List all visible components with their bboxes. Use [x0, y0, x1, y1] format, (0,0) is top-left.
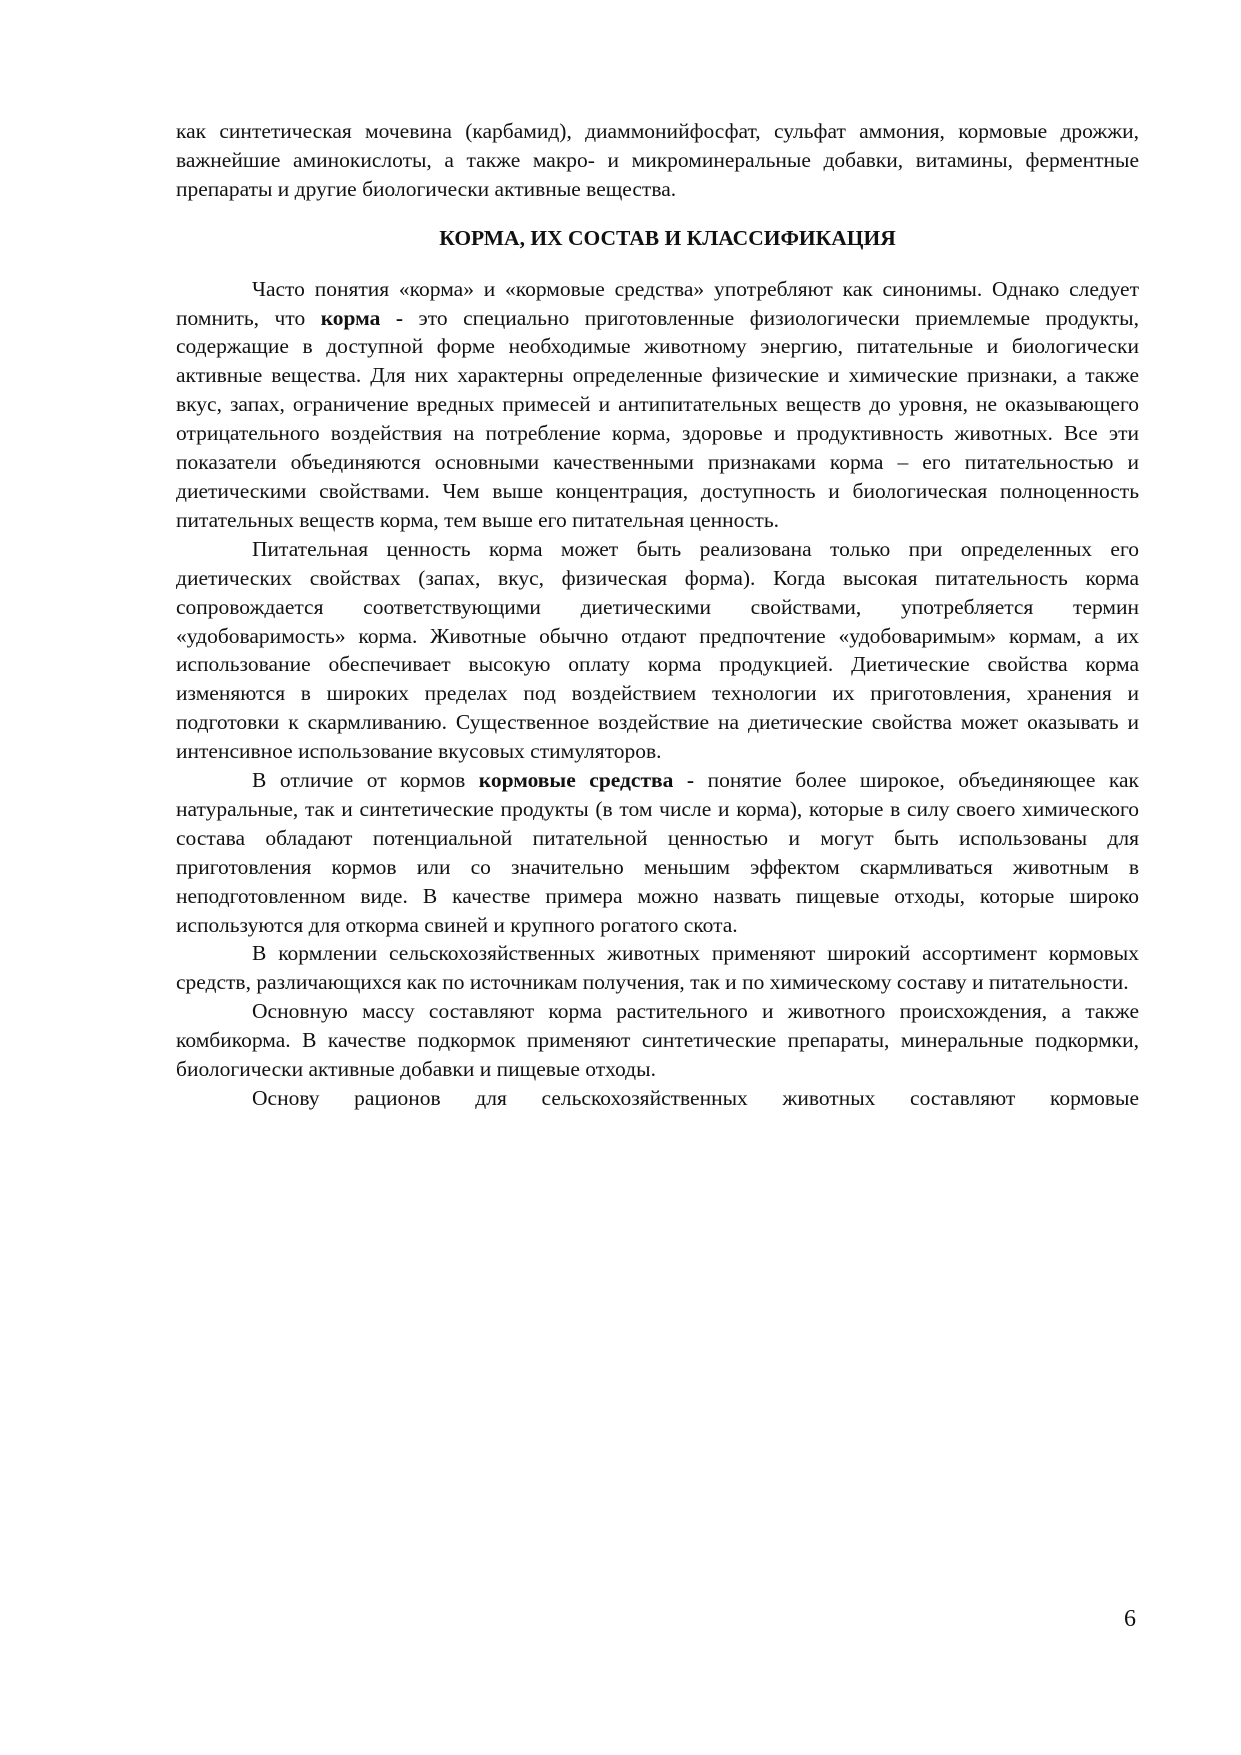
- section-heading: КОРМА, ИХ СОСТАВ И КЛАССИФИКАЦИЯ: [439, 225, 896, 250]
- paragraph-assortment: В кормлении сельскохозяйственных животных применяют широкий ассортимент кормовых средств, различающихся как по источникам получения, так и по химическому составу и питательности.: [176, 941, 1139, 995]
- bold-term-kormovye-sredstva: кормовые средства -: [478, 768, 695, 793]
- paragraph-main-mass: Основную массу составляют корма растительного и животного происхождения, а также комбикорма. В качестве подкормок применяют синтетические препараты, минеральные подкормки, биологически активные добавки и пищевые отходы.: [176, 999, 1139, 1082]
- paragraph-nutritional-value: Питательная ценность корма может быть реализована только при определенных его диетических свойствах (запах, вкус, физическая форма). Когда высокая питательность корма сопровождается соответствующими диетическими свойствами, употребляется термин «удобоваримость» корма. Животные обычно отдают предпочтение «удобоваримым» кормам, а их использование обеспечивает высокую оплату корма продукцией. Диетические свойства корма изменяются в широких пределах под воздействием технологии их приготовления, хранения и подготовки к скармливанию. Существенное воздействие на диетические свойства может оказывать и интенсивное использование вкусовых стимуляторов.: [176, 536, 1139, 764]
- paragraph-feed-definition: [176, 275, 1139, 535]
- paragraph-text: это специально приготовленные физиологически приемлемые продукты, содержащие в доступной форме необходимые животному энергию, питательные и биологически активные вещества. Для них характерны определенные физические и химические признаки, а также вкус, запах, ограничение вредных примесей и антипитательных веществ до уровня, не оказывающего отрицательного воздействия на потребление корма, здоровье и продуктивность животных. Все эти показатели объединяются основными качественными признаками корма – его питательностью и диетическими свойствами. Чем выше концентрация, доступность и биологическая полноценность питательных веществ корма, тем выше его питательная ценность.: [176, 305, 1139, 532]
- bold-term-korma: корма -: [320, 305, 404, 330]
- document-body: [176, 117, 1139, 1113]
- paragraph-feed-means-definition: [176, 766, 1139, 939]
- paragraph-ration-basis: Основу рационов для сельскохозяйственных животных составляют кормовые: [252, 1086, 1139, 1110]
- paragraph-text: Часто понятия «корма» и «кормовые средства» употребляют как синонимы. Однако следует помнить, что: [176, 276, 1139, 330]
- intro-paragraph: как синтетическая мочевина (карбамид), диаммонийфосфат, сульфат аммония, кормовые дрожжи, важнейшие аминокислоты, а также макро- и микроминеральные добавки, витамины, ферментные препараты и другие биологически активные вещества.: [176, 119, 1139, 201]
- paragraph-text: понятие более широкое, объединяющее как натуральные, так и синтетические продукты (в том числе и корма), которые в силу своего химического состава обладают потенциальной питательной ценностью и могут быть использованы для приготовления кормов или со значительно меньшим эффектом скармливаться животным в неподготовленном виде. В качестве примера можно назвать пищевые отходы, которые широко используются для откорма свиней и крупного рогатого скота.: [176, 768, 1140, 937]
- paragraph-text: В отличие от кормов: [252, 768, 479, 793]
- page-number: 6: [1124, 1606, 1136, 1632]
